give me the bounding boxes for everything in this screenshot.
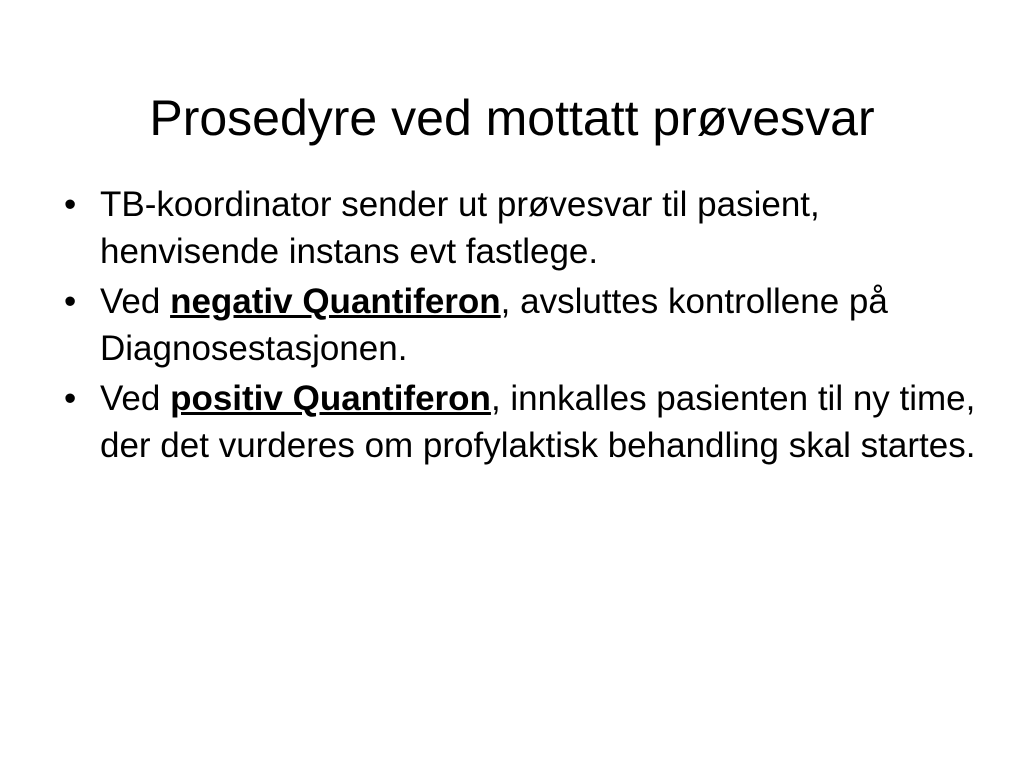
bullet-icon: • [64,379,77,419]
list-item [52,376,982,469]
list-item-text: TB-koordinator sender ut prøvesvar til pasient, henvisende instans evt fastlege. [100,185,820,271]
bullet-icon: • [64,185,77,224]
page-title: Prosedyre ved mottatt prøvesvar [149,89,875,146]
list-item-text: Ved negativ Quantiferon, avsluttes kontrollene på Diagnosestasjonen. [100,282,888,368]
list-item [52,279,982,372]
list-item [52,182,982,275]
list-item-text: Ved positiv Quantiferon, innkalles pasienten til ny time, der det vurderes om profylaktisk behandling skal startes. [100,379,976,465]
bullet-icon: • [64,282,77,322]
bullet-list [52,182,982,473]
